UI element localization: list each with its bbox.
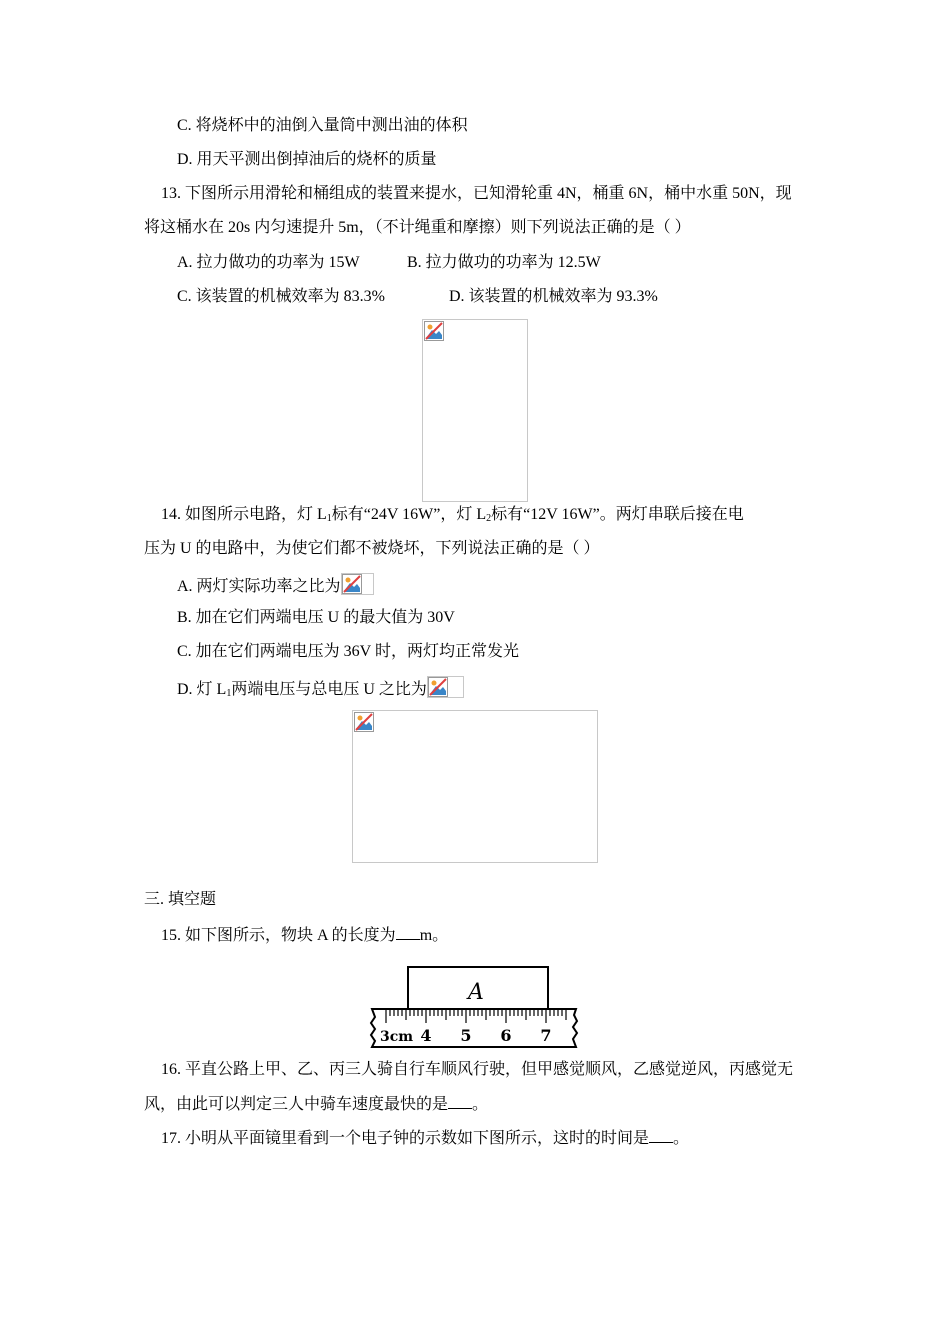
ruler-label-7: 7: [540, 1026, 552, 1045]
q14-option-c: C. 加在它们两端电压为 36V 时，两灯均正常发光: [177, 643, 519, 660]
broken-image-icon: [342, 574, 362, 594]
ruler-label-3cm: 3cm: [380, 1029, 414, 1045]
broken-image-icon: [424, 321, 444, 341]
q13-option-b: B. 拉力做功的功率为 12.5W: [407, 254, 601, 271]
q13-option-a: A. 拉力做功的功率为 15W: [177, 254, 360, 271]
ruler-label-5: 5: [460, 1026, 472, 1045]
q14-stem-line1: 14. 如图所示电路，灯 $L_1$标有“24V 16W”，灯 $L_2$标有“12V 16W”。两灯串联后接在电: [161, 506, 744, 524]
section-3-title: 三. 填空题: [144, 891, 217, 908]
q14-option-d: D. 灯 $L_1$两端电压与总电压 U 之比为: [177, 676, 464, 700]
q14-stem-line2: 压为 U 的电路中，为使它们都不被烧坏，下列说法正确的是（ ）: [144, 540, 600, 557]
q12-option-c: C. 将烧杯中的油倒入量筒中测出油的体积: [177, 117, 468, 134]
ruler-label-4: 4: [420, 1026, 432, 1045]
q14-option-b: B. 加在它们两端电压 U 的最大值为 30V: [177, 609, 455, 626]
broken-image-icon: [428, 677, 448, 697]
q15-answer-blank: [396, 925, 420, 940]
q13-option-c: C. 该装置的机械效率为 83.3%: [177, 288, 386, 305]
q13-stem-line2: 将这桶水在 20s 内匀速提升 5m，（不计绳重和摩擦）则下列说法正确的是（ ）: [144, 219, 691, 236]
broken-image-icon: [354, 712, 374, 732]
block-a-label: A: [468, 980, 484, 1005]
q13-option-d: D. 该装置的机械效率为 93.3%: [449, 288, 658, 305]
q13-stem-line1: 13. 下图所示用滑轮和桶组成的装置来提水，已知滑轮重 4N，桶重 6N，桶中水重 50N，现: [161, 185, 792, 202]
q13-pulley-figure-placeholder: [422, 319, 528, 502]
q17-stem: 17. 小明从平面镜里看到一个电子钟的示数如下图所示，这时的时间是 。: [161, 1130, 690, 1147]
q16-stem-line1: 16. 平直公路上甲、乙、丙三人骑自行车顺风行驶，但甲感觉顺风，乙感觉逆风，丙感觉无: [161, 1061, 794, 1078]
ruler-label-6: 6: [500, 1026, 512, 1045]
q14-option-a-formula-image: [341, 573, 374, 595]
q17-answer-blank: [649, 1128, 673, 1143]
q14-circuit-figure-placeholder: [352, 710, 598, 863]
q16-answer-blank: [448, 1094, 472, 1109]
q12-option-d: D. 用天平测出倒掉油后的烧杯的质量: [177, 151, 437, 168]
q15-stem: 15. 如下图所示，物块 A 的长度为 m。: [161, 927, 449, 944]
q15-ruler-figure: [368, 965, 580, 1051]
q16-stem-line2: 风，由此可以判定三人中骑车速度最快的是 。: [144, 1096, 489, 1113]
q14-option-d-formula-image: [427, 676, 464, 698]
q14-option-a: A. 两灯实际功率之比为: [177, 573, 374, 597]
